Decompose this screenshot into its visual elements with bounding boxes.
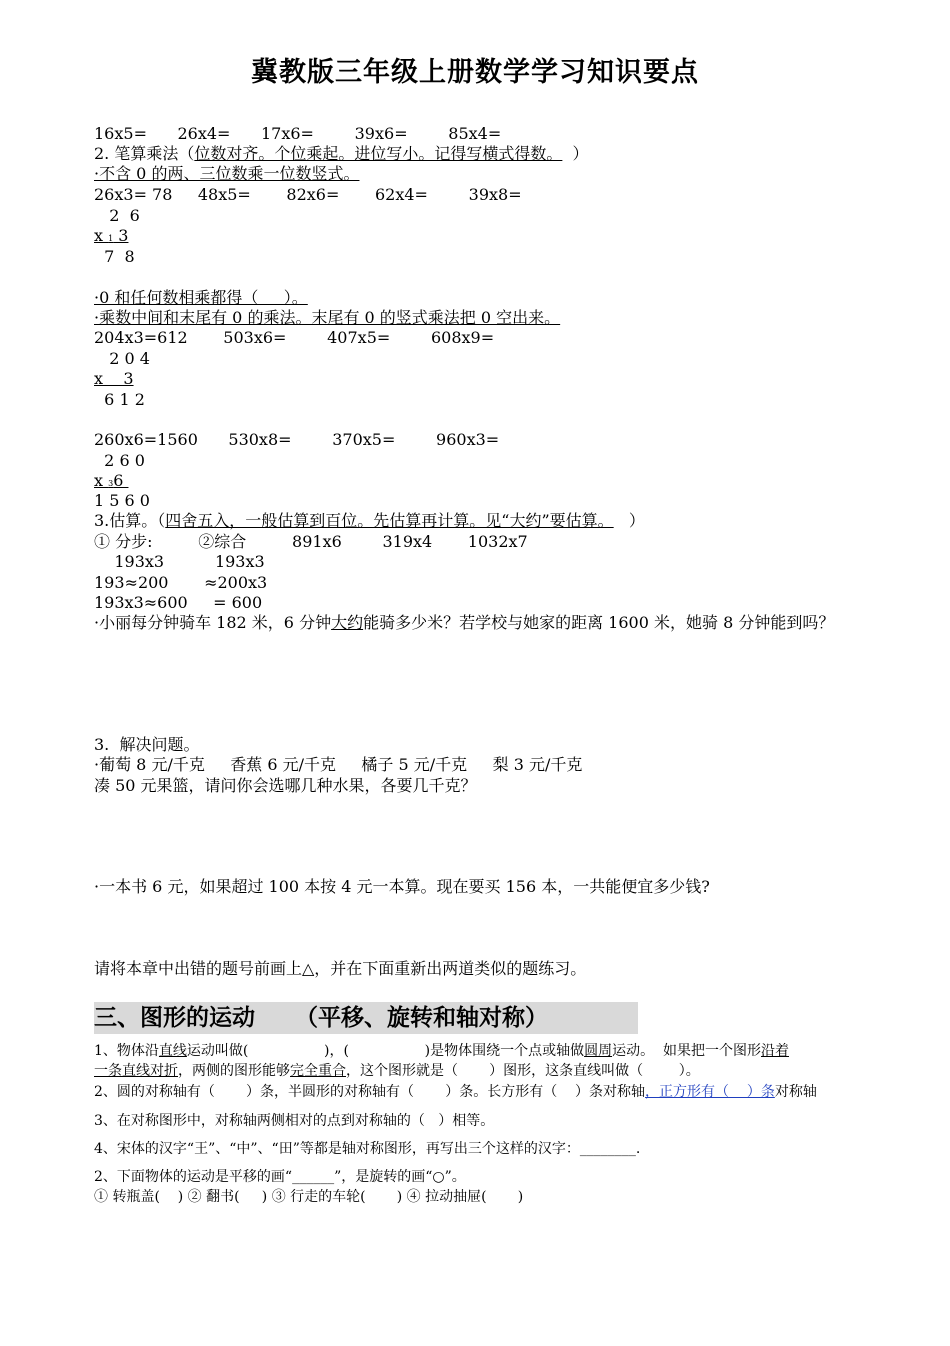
bullet-point: ·乘数中间和末尾有 0 的乘法。末尾有 0 的竖式乘法把 0 空出来。: [94, 308, 561, 327]
vertical-calc-line: 2 6: [94, 206, 140, 225]
vertical-calc-line: 2 0 4: [94, 349, 150, 368]
instruction-text: 请将本章中出错的题号前画上△，并在下面重新出两道类似的题练习。: [94, 959, 587, 978]
fill-in-question: 3、在对称图形中，对称轴两侧相对的点到对称轴的（ ）相等。: [94, 1113, 495, 1129]
vertical-calc-line: x 3: [94, 369, 134, 388]
word-problem: ·小丽每分钟骑车 182 米，6 分钟大约能骑多少米？若学校与她家的距离 1600 米，她骑 8 分钟能到吗？: [94, 613, 835, 632]
vertical-calc-result: 6 1 2: [94, 390, 145, 409]
vertical-calc-line: x 36: [94, 471, 129, 490]
practice-row: 260x6=1560 530x8= 370x5= 960x3=: [94, 430, 500, 449]
page-title: 冀教版三年级上册数学学习知识要点: [251, 57, 699, 88]
vertical-calc-result: 1 5 6 0: [94, 491, 150, 510]
section-heading-problem-solving: 3. 解决问题。: [94, 735, 200, 754]
fill-in-question: 4、宋体的汉字“王”、“中”、“田”等都是轴对称图形，再写出三个这样的汉字：________.: [94, 1141, 641, 1157]
practice-row: 16x5= 26x4= 17x6= 39x6= 85x4=: [94, 124, 502, 143]
practice-row: 204x3=612 503x6= 407x5= 608x9=: [94, 328, 495, 347]
answer-options: ① 转瓶盖( ) ② 翻书( ) ③ 行走的车轮( ) ④ 拉动抽屉( ): [94, 1189, 524, 1205]
fill-in-question: 1、物体沿直线运动叫做( )，( )是物体围绕一个点或轴做圆周运动。 如果把一个图形沿着: [94, 1043, 789, 1059]
rule-text: 四舍五入，一般估算到百位。先估算再计算。见“大约”要估算。: [165, 511, 614, 530]
fill-in-question: 一条直线对折，两侧的图形能够完全重合，这个图形就是（ ）图形，这条直线叫做（ ）。: [94, 1063, 700, 1079]
practice-row: 26x3= 78 48x5= 82x6= 62x4= 39x8=: [94, 185, 522, 204]
word-problem: 凑 50 元果篮，请问你会选哪几种水果，各要几千克？: [94, 776, 477, 795]
chapter-heading: 三、图形的运动 （平移、旋转和轴对称）: [94, 1002, 638, 1034]
bullet-point: ·不含 0 的两、三位数乘一位数竖式。: [94, 164, 360, 183]
fill-in-question: 2、圆的对称轴有（ ）条，半圆形的对称轴有（ ）条。长方形有（ ）条对称轴，正方形有（ ）条对称轴: [94, 1084, 817, 1100]
estimation-line: 193x3 193x3: [94, 552, 265, 571]
word-problem: ·一本书 6 元，如果超过 100 本按 4 元一本算。现在要买 156 本，一共能便宜多少钱?: [94, 877, 710, 896]
vertical-calc-result: 7 8: [94, 247, 135, 266]
vertical-calc-line: x 1 3: [94, 226, 129, 245]
section-heading-written-multiplication: 2. 笔算乘法（位数对齐。个位乘起。进位写小。记得写横式得数。 ）: [94, 144, 589, 163]
rule-text: 位数对齐。个位乘起。进位写小。记得写横式得数。: [194, 144, 563, 163]
bullet-point: ·0 和任何数相乘都得（ ）。: [94, 288, 308, 307]
fill-in-question: 2、下面物体的运动是平移的画“______”，是旋转的画“○”。: [94, 1169, 466, 1185]
section-heading-estimation: 3.估算。（四舍五入，一般估算到百位。先估算再计算。见“大约”要估算。 ）: [94, 511, 645, 530]
estimation-line: ① 分步: ②综合 891x6 319x4 1032x7: [94, 532, 528, 551]
price-list: ·葡萄 8 元/千克 香蕉 6 元/千克 橘子 5 元/千克 梨 3 元/千克: [94, 755, 583, 774]
estimation-line: 193≈200 ≈200x3: [94, 573, 268, 592]
vertical-calc-line: 2 6 0: [94, 451, 145, 470]
estimation-line: 193x3≈600 = 600: [94, 593, 263, 612]
